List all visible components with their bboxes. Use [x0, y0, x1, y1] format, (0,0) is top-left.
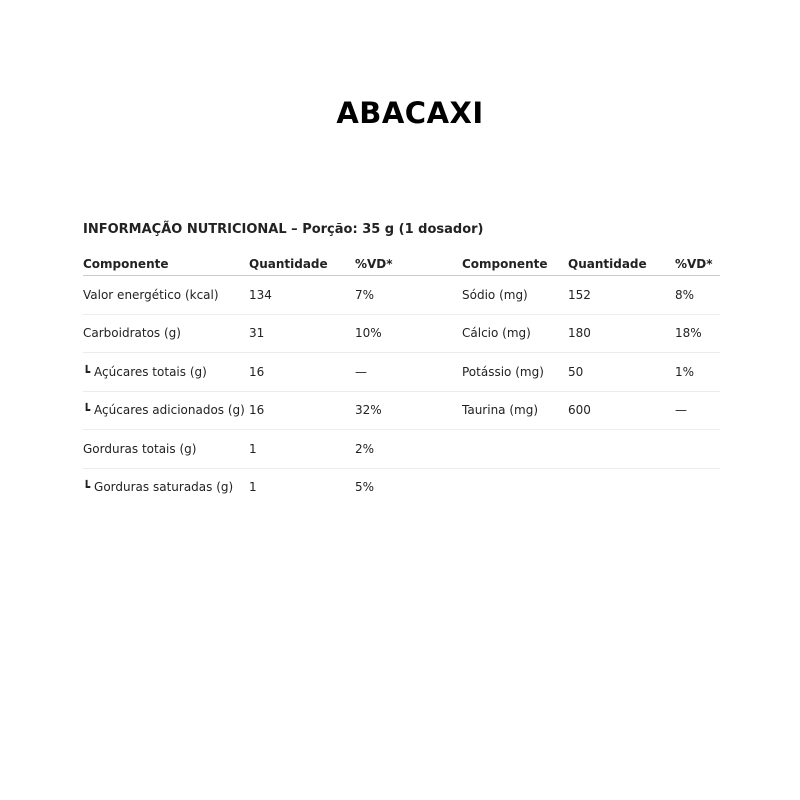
- component-quantity: 31: [249, 326, 265, 341]
- component-quantity: 50: [568, 364, 584, 379]
- table-row: [83, 353, 720, 392]
- component-dv: 7%: [355, 287, 375, 302]
- component-dv: 1%: [675, 364, 695, 379]
- component-dv: 18%: [675, 326, 702, 341]
- component-quantity: 16: [249, 403, 265, 418]
- table-row: [83, 430, 720, 469]
- component-quantity: 1: [249, 480, 257, 495]
- component-dv: 8%: [675, 287, 695, 302]
- component-dv: 2%: [355, 441, 375, 456]
- header-component-right: Componente: [462, 256, 548, 271]
- header-quantity-left: Quantidade: [249, 256, 328, 271]
- component-quantity: 16: [249, 364, 265, 379]
- nutrition-heading: INFORMAÇÃO NUTRICIONAL – Porção: 35 g (1 dosador): [83, 222, 484, 237]
- component-dv: 5%: [355, 480, 375, 495]
- table-row: [83, 276, 720, 315]
- table-row: [83, 392, 720, 431]
- component-name: Cálcio (mg): [462, 326, 531, 341]
- component-name: Carboidratos (g): [83, 326, 181, 341]
- component-name: Gorduras totais (g): [83, 441, 197, 456]
- component-name: Valor energético (kcal): [83, 287, 219, 302]
- component-dv: 10%: [355, 326, 382, 341]
- component-name: ┗ Gorduras saturadas (g): [83, 480, 234, 495]
- header-quantity-right: Quantidade: [568, 256, 647, 271]
- component-dv: —: [355, 364, 367, 379]
- table-header-row: [83, 252, 720, 276]
- component-name: ┗ Açúcares adicionados (g): [83, 403, 245, 418]
- component-dv: 32%: [355, 403, 382, 418]
- component-name: ┗ Açúcares totais (g): [83, 364, 207, 379]
- component-quantity: 600: [568, 403, 591, 418]
- header-dv-right: %VD*: [675, 256, 713, 271]
- component-quantity: 180: [568, 326, 591, 341]
- header-component-left: Componente: [83, 256, 169, 271]
- component-quantity: 134: [249, 287, 272, 302]
- component-quantity: 1: [249, 441, 257, 456]
- nutrition-table: [83, 252, 720, 506]
- component-name: Potássio (mg): [462, 364, 544, 379]
- header-dv-left: %VD*: [355, 256, 393, 271]
- component-name: Sódio (mg): [462, 287, 528, 302]
- product-title: ABACAXI: [336, 96, 484, 130]
- component-name: Taurina (mg): [462, 403, 539, 418]
- table-row: [83, 469, 720, 507]
- table-row: [83, 315, 720, 354]
- component-dv: —: [675, 403, 687, 418]
- component-quantity: 152: [568, 287, 591, 302]
